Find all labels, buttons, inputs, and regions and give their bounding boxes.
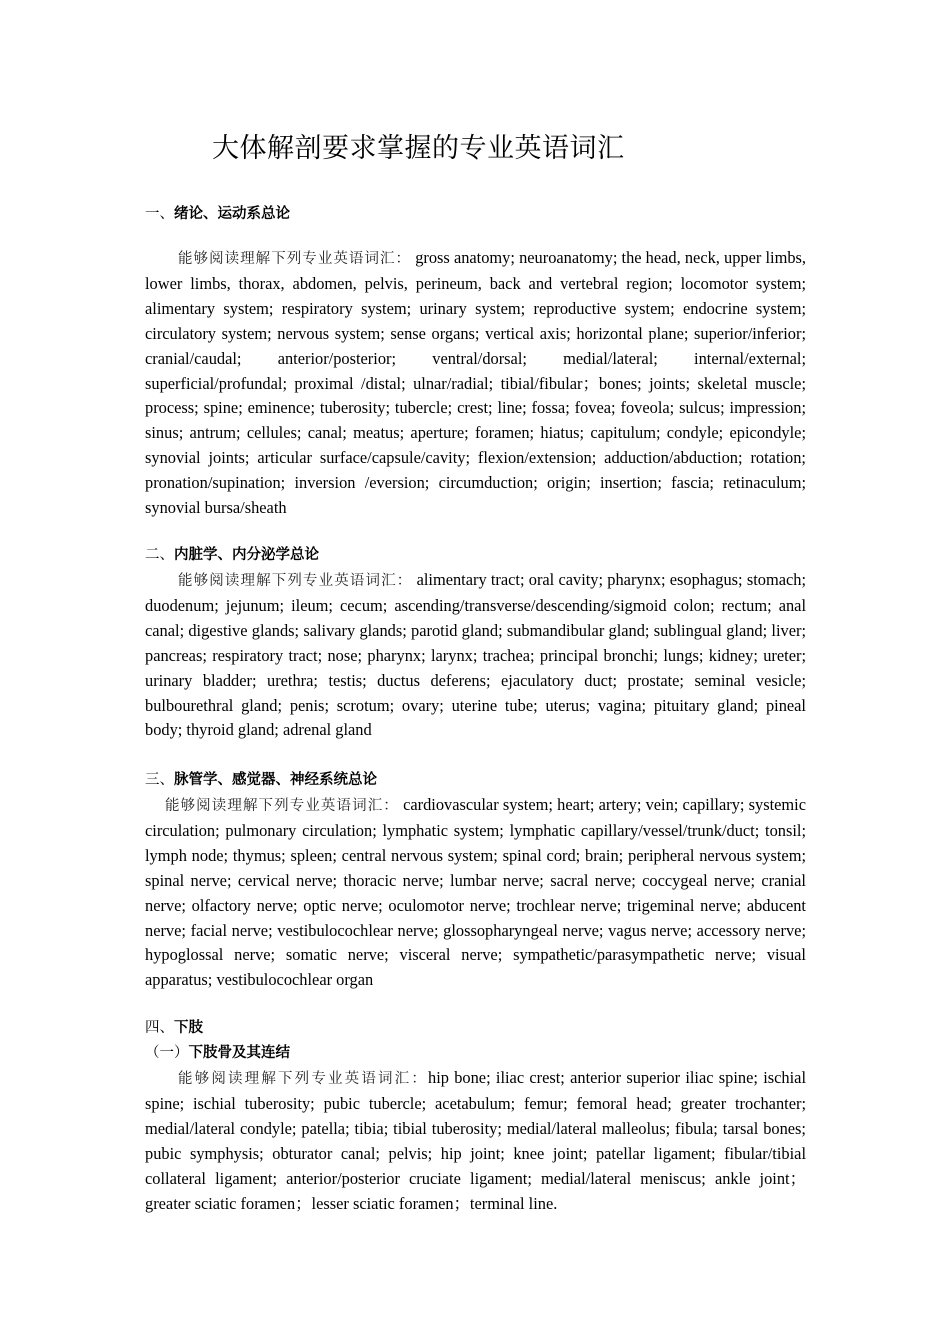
paragraph-lead: 能够阅读理解下列专业英语词汇：: [178, 1071, 428, 1087]
section-heading: [145, 202, 806, 227]
subsection-number: （一）: [145, 1045, 189, 1061]
paragraph-terms: hip bone; iliac crest; anterior superior iliac spine; ischial spine; ischial tuberosity; pubic tubercle; acetabulum; femur; femoral head; greater trochanter; medial/lateral condyle; patella; tibia; tibial tuberosity; medial/lateral malleolus; fibula; tarsal bones; pubic symphysis; obturator canal; pelvis; hip joint; knee joint; patellar ligament; fibular/tibial collateral ligament; anterior/posterior cruciate ligament; medial/lateral meniscus; ankle joint；greater sciatic foramen；lesser sciatic foramen；terminal line.: [145, 1068, 807, 1213]
section-paragraph: [145, 246, 806, 521]
section-lower-limb: [145, 1016, 806, 1216]
section-title: 下肢: [174, 1020, 203, 1036]
section-heading: [145, 1016, 806, 1041]
section-number: 四、: [145, 1020, 174, 1036]
paragraph-lead: 能够阅读理解下列专业英语词汇：: [178, 573, 413, 589]
paragraph-lead: 能够阅读理解下列专业英语词汇：: [165, 798, 399, 814]
section-title: 内脏学、内分泌学总论: [174, 547, 319, 563]
section-number: 二、: [145, 547, 174, 563]
page-title: 大体解剖要求掌握的专业英语词汇: [212, 133, 625, 164]
paragraph-terms: alimentary tract; oral cavity; pharynx; esophagus; stomach; duodenum; jejunum; ileum; cecum; ascending/transverse/descending/sigmoid colon; rectum; anal canal; digestive glands; salivary glands; parotid gland; submandibular gland; sublingual gland; liver; pancreas; respiratory tract; nose; pharynx; larynx; trachea; principal bronchi; lungs; kidney; ureter; urinary bladder; urethra; testis; ductus deferens; ejaculatory duct; prostate; seminal vesicle; bulbourethral gland; penis; scrotum; ovary; uterine tube; uterus; vagina; pituitary gland; pineal body; thyroid gland; adrenal gland: [145, 570, 806, 740]
section-angiology-sense-nervous: [145, 768, 806, 993]
section-intro-locomotor: [145, 202, 806, 521]
section-number: 三、: [145, 772, 174, 788]
section-heading: [145, 768, 806, 793]
section-title: 脉管学、感觉器、神经系统总论: [174, 772, 377, 788]
section-title: 绪论、运动系总论: [174, 206, 290, 222]
paragraph-lead: 能够阅读理解下列专业英语词汇：: [178, 251, 412, 267]
section-paragraph: [145, 793, 806, 993]
subsection-title: 下肢骨及其连结: [188, 1045, 290, 1061]
section-paragraph: [145, 1066, 806, 1216]
section-paragraph: [145, 568, 806, 743]
paragraph-terms: gross anatomy; neuroanatomy; the head, neck, upper limbs, lower limbs, thorax, abdomen, pelvis, perineum, back and vertebral region; locomotor system; alimentary system; respiratory system; urinary system; reproductive system; endocrine system; circulatory system; nervous system; sense organs; vertical axis; horizontal plane; superior/inferior; cranial/caudal; anterior/posterior; ventral/dorsal; medial/lateral; internal/external; superficial/profundal; proximal /distal; ulnar/radial; tibial/fibular；bones; joints; skeletal muscle; process; spine; eminence; tuberosity; tubercle; crest; line; fossa; fovea; foveola; sulcus; impression; sinus; antrum; cellules; canal; meatus; aperture; foramen; hiatus; capitulum; condyle; epicondyle; synovial joints; articular surface/capsule/cavity; flexion/extension; adduction/abduction; rotation; pronation/supination; inversion /eversion; circumduction; origin; insertion; fascia; retinaculum; synovial bursa/sheath: [145, 248, 807, 518]
section-number: 一、: [145, 206, 174, 222]
section-splanchnology-endocrine: [145, 543, 806, 743]
section-heading: [145, 543, 806, 568]
paragraph-terms: cardiovascular system; heart; artery; vein; capillary; systemic circulation; pulmonary circulation; lymphatic system; lymphatic capillary/vessel/trunk/duct; tonsil; lymph node; thymus; spleen; central nervous system; spinal cord; brain; peripheral nervous system; spinal nerve; cervical nerve; thoracic nerve; lumbar nerve; sacral nerve; coccygeal nerve; cranial nerve; olfactory nerve; optic nerve; oculomotor nerve; trochlear nerve; trigeminal nerve; abducent nerve; facial nerve; vestibulocochlear nerve; glossopharyngeal nerve; vagus nerve; accessory nerve; hypoglossal nerve; somatic nerve; visceral nerve; sympathetic/parasympathetic nerve; visual apparatus; vestibulocochlear organ: [145, 795, 806, 990]
subsection-heading: [145, 1041, 806, 1066]
